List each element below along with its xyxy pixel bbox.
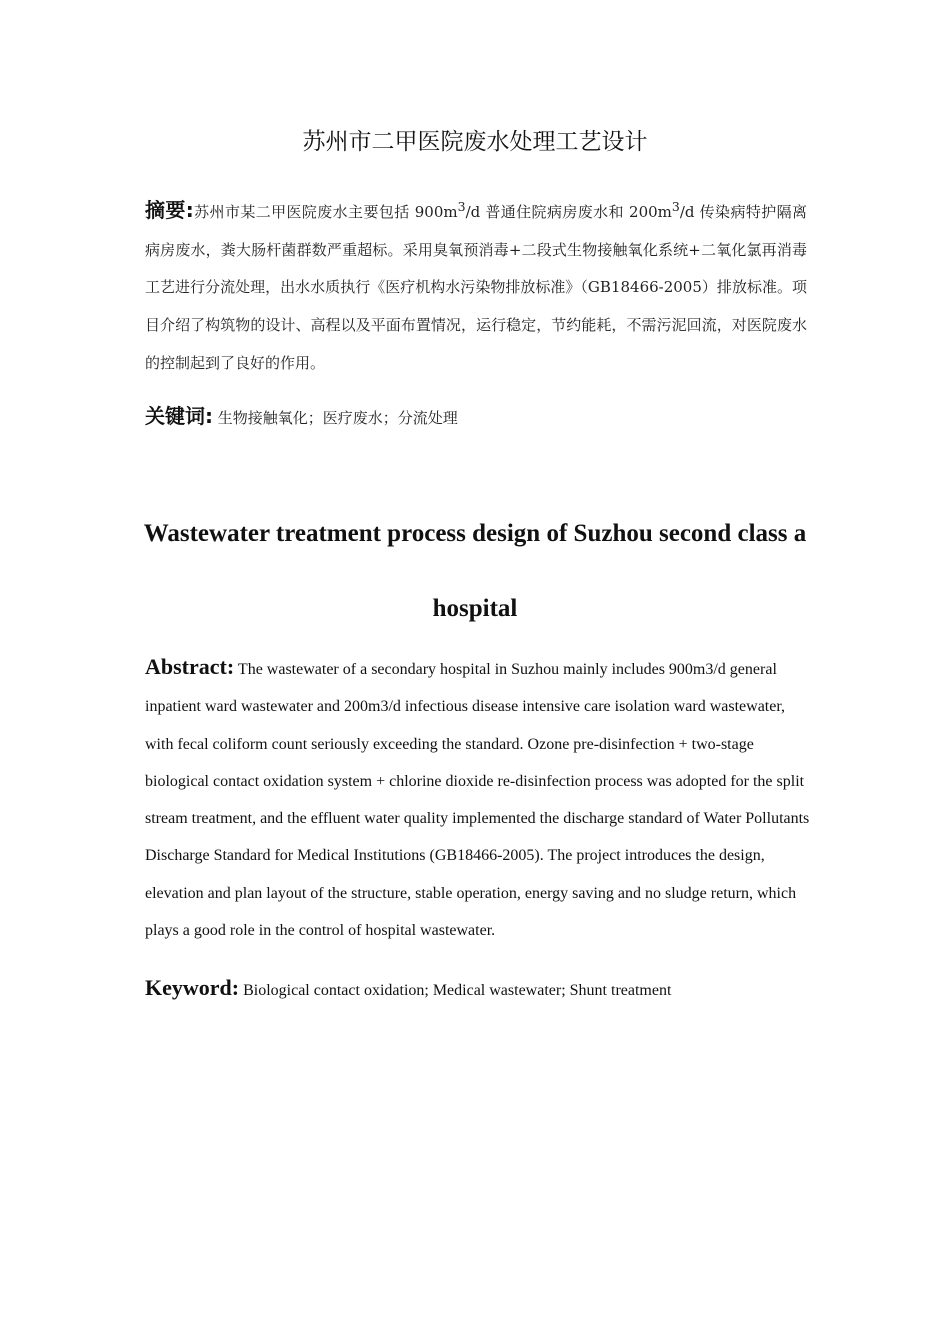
english-keywords: [145, 970, 810, 1009]
chinese-keywords: [145, 398, 807, 436]
chinese-keywords-label: 关键词:: [145, 404, 213, 428]
english-abstract-label: Abstract:: [145, 654, 235, 679]
superscript-3: 3: [457, 199, 466, 214]
english-abstract-text: The wastewater of a secondary hospital in Suzhou mainly includes 900m3/d general inpatient ward wastewater and 200m3/d infectious disease intensive care isolation ward wastewater, with fecal coliform count seriously exceeding the standard. Ozone pre-disinfection + two-stage biological contact oxidation system + chlorine dioxide re-disinfection process was adopted for the split stream treatment, and the effluent water quality implemented the discharge standard of Water Pollutants Discharge Standard for Medical Institutions (GB18466-2005). The project introduces the design, elevation and plan layout of the structure, stable operation, energy saving and no sludge return, which plays a good role in the control of hospital wastewater.: [145, 661, 810, 940]
english-keywords-text: Biological contact oxidation; Medical wastewater; Shunt treatment: [243, 982, 672, 999]
english-keywords-label: Keyword:: [145, 975, 240, 1000]
chinese-abstract-label: 摘要:: [145, 198, 194, 222]
chinese-abstract-text-3: /d 传染病特护隔离病房废水，粪大肠杆菌群数严重超标。采用臭氧预消毒+二段式生物接触氧化系统+二氧化氯再消毒工艺进行分流处理，出水水质执行《医疗机构水污染物排放标准》（GB18466-2005）排放标准。项目介绍了构筑物的设计、高程以及平面布置情况，运行稳定，节约能耗，不需污泥回流，对医院废水的控制起到了良好的作用。: [145, 203, 808, 372]
chinese-abstract-text-1: 苏州市某二甲医院废水主要包括 900m: [193, 203, 458, 221]
superscript-3: 3: [671, 199, 680, 214]
chinese-abstract-text-2: /d 普通住院病房废水和 200m: [465, 203, 672, 221]
english-abstract: [145, 648, 810, 949]
chinese-keywords-text: 生物接触氧化；医疗废水；分流处理: [217, 409, 458, 427]
chinese-abstract: [145, 188, 807, 383]
chinese-title: 苏州市二甲医院废水处理工艺设计: [302, 129, 648, 155]
english-title: Wastewater treatment process design of Suzhou second class a hospital: [143, 520, 807, 622]
